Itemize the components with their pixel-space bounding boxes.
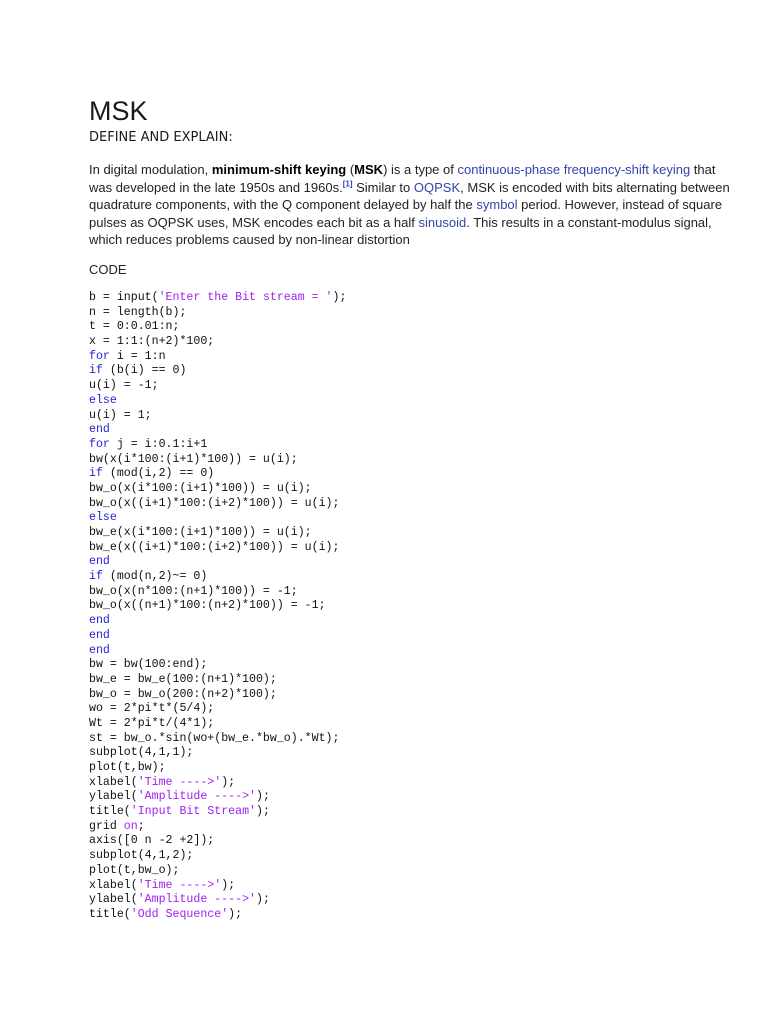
code-text: j = i:0.1:i+1 — [109, 437, 208, 451]
code-text: wo = 2*pi*t*(5/4); — [89, 702, 215, 716]
code-text: u(i) = 1; — [89, 408, 152, 422]
code-keyword: for — [89, 437, 110, 451]
intro-text: ( — [346, 162, 355, 177]
code-text: subplot(4,1,1); — [89, 746, 194, 760]
code-text: xlabel( — [89, 878, 138, 892]
code-keyword: end — [89, 643, 110, 657]
intro-bold-term: minimum-shift keying — [211, 162, 347, 177]
intro-bold-abbrev: MSK — [354, 162, 384, 177]
code-keyword: end — [89, 614, 110, 628]
code-line — [89, 849, 346, 864]
code-keyword: end — [89, 555, 110, 569]
code-line — [89, 864, 346, 879]
code-line — [89, 409, 346, 424]
code-line — [89, 364, 346, 379]
code-text: Wt = 2*pi*t/(4*1); — [89, 716, 215, 730]
code-line — [89, 614, 346, 629]
code-text: u(i) = -1; — [89, 379, 159, 393]
code-line — [89, 834, 346, 849]
code-text: b = input( — [89, 291, 159, 304]
code-line — [89, 320, 346, 335]
code-line — [89, 526, 346, 541]
intro-text: period. However, instead of square pulses as OQPSK uses, MSK encodes each bit as a half — [89, 197, 723, 230]
code-line — [89, 291, 346, 306]
code-keyword: end — [89, 423, 110, 437]
intro-paragraph — [89, 161, 739, 249]
code-line — [89, 394, 346, 409]
code-line — [89, 629, 346, 644]
code-text: bw = bw(100:end); — [89, 658, 208, 672]
code-line — [89, 423, 346, 438]
code-text: st = bw_o.*sin(wo+(bw_e.*bw_o).*Wt); — [89, 731, 340, 745]
code-text: bw_e(x(i*100:(i+1)*100)) = u(i); — [89, 526, 312, 539]
code-string: 'Odd Sequence' — [130, 907, 229, 921]
code-text: (mod(i,2) == 0) — [102, 467, 215, 481]
code-text: ); — [221, 878, 236, 892]
intro-text: that was developed in the late 1950s and 1960s. — [89, 162, 716, 195]
code-line — [89, 658, 346, 673]
code-line — [89, 555, 346, 570]
code-line — [89, 879, 346, 894]
code-text: ylabel( — [89, 893, 138, 907]
code-text: bw_e = bw_e(100:(n+1)*100); — [89, 672, 277, 686]
code-line — [89, 570, 346, 585]
code-line — [89, 644, 346, 659]
code-text: (b(i) == 0) — [102, 364, 187, 378]
code-line — [89, 732, 346, 747]
code-text: x = 1:1:(n+2)*100; — [89, 335, 215, 349]
code-line — [89, 746, 346, 761]
page-title: MSK — [89, 96, 148, 126]
code-string: 'Amplitude ---->' — [137, 790, 256, 804]
code-line — [89, 541, 346, 556]
code-text: ); — [255, 805, 270, 819]
code-line — [89, 908, 346, 923]
code-text: n = length(b); — [89, 305, 187, 319]
code-text: bw_o(x((n+1)*100:(n+2)*100)) = -1; — [89, 599, 326, 613]
code-line — [89, 453, 346, 468]
code-keyword: if — [89, 570, 103, 584]
code-text: title( — [89, 907, 131, 921]
code-keyword: for — [89, 349, 110, 363]
code-keyword: end — [89, 628, 110, 642]
code-line — [89, 790, 346, 805]
code-line — [89, 673, 346, 688]
code-line — [89, 761, 346, 776]
code-string: 'Time ---->' — [137, 878, 222, 892]
link-oqpsk[interactable]: OQPSK — [413, 179, 461, 195]
code-line — [89, 717, 346, 732]
code-text: (mod(n,2)~= 0) — [102, 570, 208, 584]
intro-text: In digital modulation, — [89, 162, 212, 177]
code-text: ylabel( — [89, 790, 138, 804]
code-text: axis([0 n -2 +2]); — [89, 834, 215, 848]
code-string: 'Time ---->' — [137, 775, 222, 789]
intro-text: ) is a type of — [383, 162, 458, 177]
code-line — [89, 482, 346, 497]
code-line — [89, 688, 346, 703]
code-line — [89, 585, 346, 600]
code-line — [89, 702, 346, 717]
code-keyword: if — [89, 467, 103, 481]
code-keyword: else — [89, 393, 117, 407]
link-sinusoid[interactable]: sinusoid — [418, 214, 467, 230]
code-line — [89, 599, 346, 614]
code-text: ); — [221, 775, 236, 789]
code-string: 'Amplitude ---->' — [137, 893, 256, 907]
code-text: t = 0:0.01:n; — [89, 320, 180, 334]
code-text: bw_e(x((i+1)*100:(i+2)*100)) = u(i); — [89, 540, 340, 554]
code-line — [89, 379, 346, 394]
code-heading: CODE — [89, 262, 127, 277]
code-text: grid — [89, 819, 124, 833]
code-line — [89, 820, 346, 835]
code-string: 'Enter the Bit stream = ' — [158, 291, 333, 304]
code-line — [89, 511, 346, 526]
code-line — [89, 893, 346, 908]
code-line — [89, 497, 346, 512]
code-line — [89, 467, 346, 482]
code-text: ; — [137, 819, 145, 833]
code-text: xlabel( — [89, 775, 138, 789]
code-text: bw_o = bw_o(200:(n+2)*100); — [89, 687, 277, 701]
code-line — [89, 438, 346, 453]
code-text: bw_o(x(n*100:(n+1)*100)) = -1; — [89, 584, 298, 598]
link-cpfsk[interactable]: continuous-phase frequency-shift keying — [457, 162, 691, 177]
code-keyword: else — [89, 511, 117, 525]
code-text: ); — [332, 291, 347, 304]
code-text: plot(t,bw_o); — [89, 863, 180, 877]
code-line — [89, 805, 346, 820]
code-text: ); — [255, 790, 270, 804]
code-text: bw(x(i*100:(i+1)*100)) = u(i); — [89, 452, 298, 466]
intro-text: . This results in a constant-modulus signal, which reduces problems caused by non-linear distortion — [89, 214, 712, 248]
section-subtitle: DEFINE AND EXPLAIN: — [89, 130, 233, 145]
code-text: title( — [89, 805, 131, 819]
code-line — [89, 776, 346, 791]
code-text: plot(t,bw); — [89, 761, 166, 774]
reference-link[interactable]: [1] — [342, 179, 353, 189]
code-line — [89, 306, 346, 321]
code-text: bw_o(x((i+1)*100:(i+2)*100)) = u(i); — [89, 496, 340, 510]
code-text: ); — [228, 907, 243, 921]
code-text: i = 1:n — [109, 349, 166, 363]
code-keyword: if — [89, 364, 103, 378]
code-string: on — [123, 819, 138, 833]
intro-text: Similar to — [352, 179, 414, 195]
code-block — [89, 291, 346, 923]
code-text: subplot(4,1,2); — [89, 849, 194, 863]
code-line — [89, 335, 346, 350]
code-text: ); — [255, 893, 270, 907]
code-line — [89, 350, 346, 365]
code-string: 'Input Bit Stream' — [130, 805, 256, 819]
code-text: bw_o(x(i*100:(i+1)*100)) = u(i); — [89, 481, 312, 495]
link-symbol[interactable]: symbol — [476, 197, 518, 213]
intro-text: , MSK is encoded with bits alternating between quadrature components, with the Q component delayed by half the — [89, 179, 730, 213]
